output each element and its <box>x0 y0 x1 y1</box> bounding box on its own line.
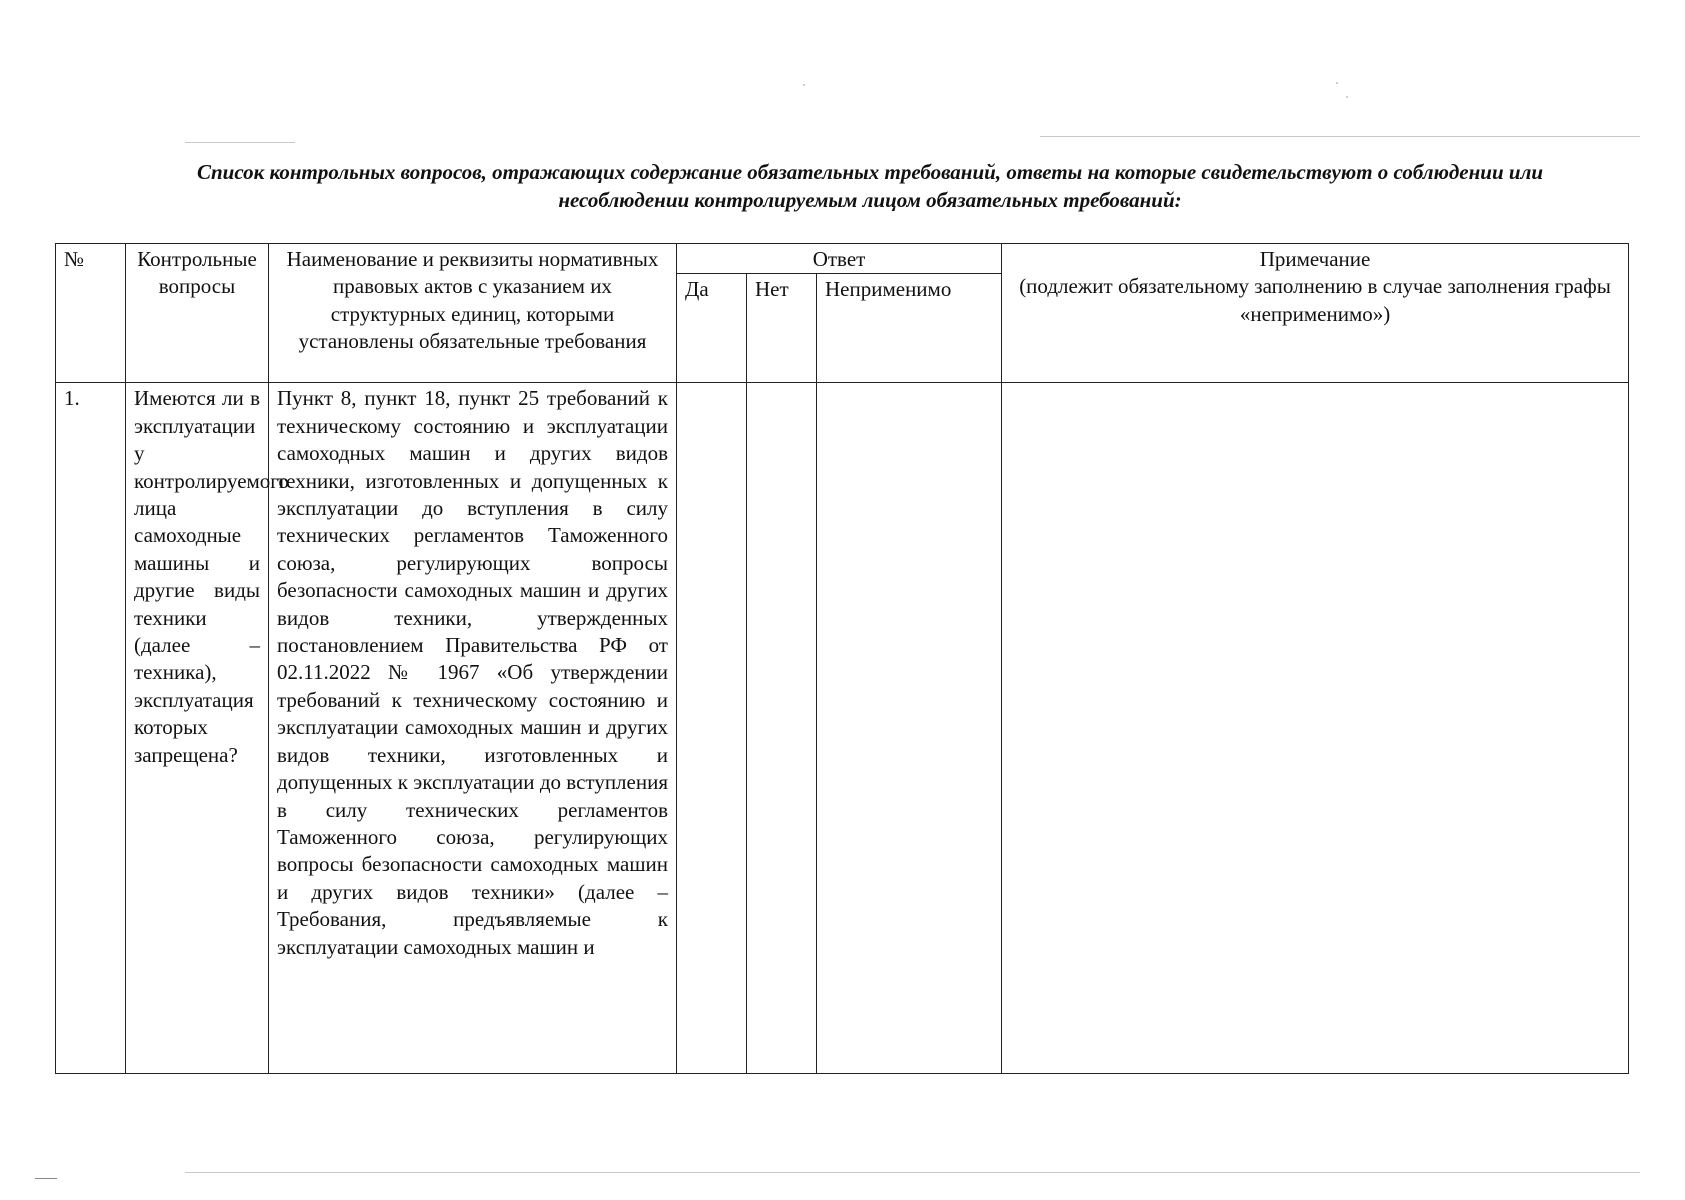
column-header-answer: Ответ <box>677 244 1002 274</box>
scan-artifact-line <box>35 1178 57 1179</box>
checklist-table <box>55 243 1629 1074</box>
scan-artifact-dot <box>1346 96 1348 98</box>
row-number: 1. <box>56 383 126 1074</box>
table-row <box>56 383 1629 1074</box>
row-question: Имеются ли в эксплуатации у контролируемого лица самоходные машины и другие виды техники (далее – техника), эксплуатация которых запрещена? <box>126 383 269 1074</box>
header-row <box>56 244 1629 274</box>
row-law-reference: Пункт 8, пункт 18, пункт 25 требований к техническому состоянию и эксплуатации самоходных машин и других видов техники, изготовленных и допущенных к эксплуатации до вступления в силу технических регламентов Таможенного союза, регулирующих вопросы безопасности самоходных машин и других видов техники, утвержденных постановлением Правительства РФ от 02.11.2022 № 1967 «Об утверждении требований к техническому состоянию и эксплуатации самоходных машин и других видов техники, изготовленных и допущенных к эксплуатации до вступления в силу технических регламентов Таможенного союза, регулирующих вопросы безопасности самоходных машин и других видов техники» (далее – Требования, предъявляемые к эксплуатации самоходных машин и <box>269 383 677 1074</box>
column-header-number: № <box>56 244 126 383</box>
row-answer-yes-cell[interactable] <box>677 383 747 1074</box>
document-title: Список контрольных вопросов, отражающих содержание обязательных требований, ответы на которые свидетельствуют о соблюдении или несоблюдении контролируемым лицом обязательных требований: <box>196 160 1544 212</box>
column-header-answer-no: Нет <box>747 274 817 383</box>
row-answer-na-cell[interactable] <box>817 383 1002 1074</box>
scan-artifact-dot <box>803 84 805 86</box>
scan-artifact-line <box>1040 136 1640 137</box>
column-header-note <box>1002 244 1629 383</box>
column-header-law: Наименование и реквизиты нормативных правовых актов с указанием их структурных единиц, которыми установлены обязательные требования <box>269 244 677 383</box>
scan-artifact-dot <box>1336 82 1338 84</box>
column-header-answer-na: Неприменимо <box>817 274 1002 383</box>
column-header-question: Контрольные вопросы <box>126 244 269 383</box>
column-header-answer-yes: Да <box>677 274 747 383</box>
note-header-title: Примечание <box>1259 247 1371 271</box>
note-header-subtitle: (подлежит обязательному заполнению в случае заполнения графы «неприменимо») <box>1019 274 1611 326</box>
row-answer-no-cell[interactable] <box>747 383 817 1074</box>
scan-artifact-line <box>185 142 295 143</box>
scan-artifact-line <box>185 1172 1640 1173</box>
row-note-cell[interactable] <box>1002 383 1629 1074</box>
